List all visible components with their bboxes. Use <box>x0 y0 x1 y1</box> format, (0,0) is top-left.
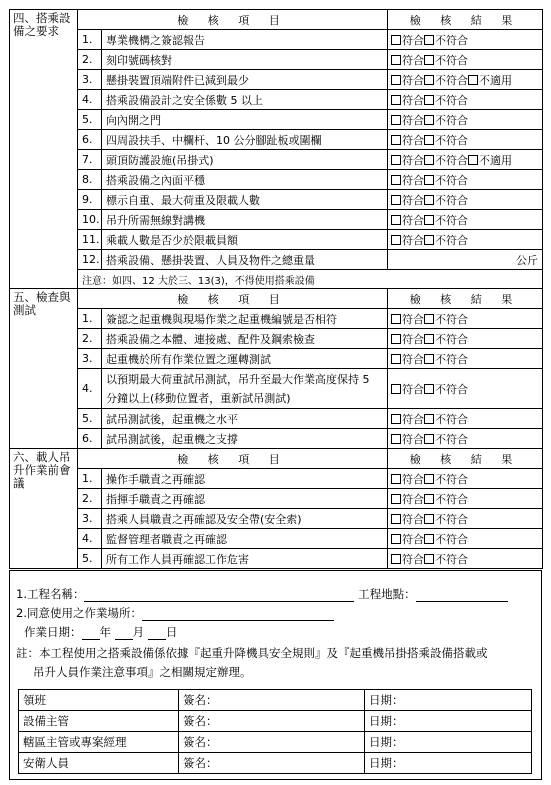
result-option-label: 不符合 <box>435 382 468 396</box>
checkbox-icon[interactable] <box>391 474 401 484</box>
result-option-label: 符合 <box>402 153 424 167</box>
item-text: 監督管理者職責之再確認 <box>102 529 388 549</box>
item-row <box>10 150 543 170</box>
result-cell <box>388 549 543 569</box>
result-option-label: 不符合 <box>435 492 468 506</box>
result-option[interactable] <box>424 214 468 227</box>
date-field[interactable]: 日期： <box>365 732 532 753</box>
result-cell <box>388 210 543 230</box>
item-row <box>10 369 543 409</box>
result-option-label: 不符合 <box>435 133 468 147</box>
result-option[interactable] <box>391 34 424 47</box>
result-column-header: 檢 核 結 果 <box>388 449 543 469</box>
result-option[interactable] <box>468 74 512 87</box>
result-option[interactable] <box>391 473 424 486</box>
note-line-1: 註：本工程使用之搭乘設備係依據『起重升降機具安全規則』及『起重機吊掛搭乘設備搭載或 <box>16 646 488 660</box>
checkbox-icon[interactable] <box>424 534 434 544</box>
checkbox-icon[interactable] <box>424 474 434 484</box>
result-option-label: 符合 <box>402 193 424 207</box>
result-option[interactable] <box>424 333 468 346</box>
day-label: 日 <box>165 625 178 639</box>
item-row <box>10 469 543 489</box>
result-cell <box>388 150 543 170</box>
result-option-label: 符合 <box>402 532 424 546</box>
checkbox-icon[interactable] <box>391 95 401 105</box>
result-option[interactable] <box>391 114 424 127</box>
signature-row <box>19 711 532 732</box>
checkbox-icon[interactable] <box>468 155 478 165</box>
result-option[interactable] <box>391 313 424 326</box>
project-location-label: 工程地點： <box>358 587 416 601</box>
item-row <box>10 309 543 329</box>
item-text: 標示自重、最大荷重及限載人數 <box>102 190 388 210</box>
section-header-row <box>10 10 543 30</box>
item-row <box>10 70 543 90</box>
item-number: 5. <box>78 409 102 429</box>
result-option[interactable] <box>391 553 424 566</box>
checkbox-icon[interactable] <box>391 414 401 424</box>
result-option[interactable] <box>424 413 468 426</box>
checkbox-icon[interactable] <box>424 314 434 324</box>
result-cell <box>388 130 543 150</box>
item-row <box>10 250 543 270</box>
section-note: 注意：如四、12 大於三、13(3)，不得使用搭乘設備 <box>78 270 543 289</box>
item-text: 起重機於所有作業位置之運轉測試 <box>102 349 388 369</box>
item-number: 4. <box>78 90 102 110</box>
result-option[interactable] <box>424 174 468 187</box>
result-option[interactable] <box>424 134 468 147</box>
section-title: 五、檢查與測試 <box>10 289 78 449</box>
result-option[interactable] <box>424 114 468 127</box>
checkbox-icon[interactable] <box>391 334 401 344</box>
checkbox-icon[interactable] <box>424 75 434 85</box>
result-option-label: 符合 <box>402 432 424 446</box>
checkbox-icon[interactable] <box>391 434 401 444</box>
item-column-header: 檢 核 項 目 <box>78 289 388 309</box>
result-option-label: 符合 <box>402 472 424 486</box>
result-cell <box>388 509 543 529</box>
result-cell <box>388 250 543 270</box>
checkbox-icon[interactable] <box>424 334 434 344</box>
section-header-row <box>10 449 543 469</box>
result-cell <box>388 529 543 549</box>
month-field[interactable] <box>115 627 133 640</box>
item-text: 搭乘人員職責之再確認及安全帶(安全索) <box>102 509 388 529</box>
signature-row <box>19 732 532 753</box>
item-text: 吊升所需無線對講機 <box>102 210 388 230</box>
result-option[interactable] <box>391 493 424 506</box>
result-option-label: 不符合 <box>435 412 468 426</box>
result-option[interactable] <box>424 473 468 486</box>
checkbox-icon[interactable] <box>424 215 434 225</box>
result-option[interactable] <box>424 533 468 546</box>
checkbox-icon[interactable] <box>391 55 401 65</box>
note-line-2: 吊升人員作業注意事項』之相關規定辦理。 <box>33 665 252 679</box>
project-name-label: 1.工程名稱： <box>16 587 85 601</box>
result-option-label: 符合 <box>402 492 424 506</box>
result-cell <box>388 349 543 369</box>
result-cell <box>388 30 543 50</box>
project-info-box <box>9 570 542 780</box>
item-column-header: 檢 核 項 目 <box>78 10 388 30</box>
item-row <box>10 230 543 250</box>
result-option[interactable] <box>391 383 424 396</box>
item-text: 專業機構之簽認報告 <box>102 30 388 50</box>
checkbox-icon[interactable] <box>424 175 434 185</box>
result-option-label: 符合 <box>402 113 424 127</box>
section-header-row <box>10 289 543 309</box>
checkbox-icon[interactable] <box>424 434 434 444</box>
checkbox-icon[interactable] <box>424 55 434 65</box>
result-option[interactable] <box>468 154 512 167</box>
item-number: 1. <box>78 309 102 329</box>
checkbox-icon[interactable] <box>424 554 434 564</box>
result-option-label: 符合 <box>402 133 424 147</box>
item-row <box>10 349 543 369</box>
work-date-line <box>24 624 177 640</box>
result-option-label: 符合 <box>402 352 424 366</box>
item-text: 搭乘設備之內面平穩 <box>102 170 388 190</box>
date-field[interactable]: 日期： <box>365 711 532 732</box>
result-option[interactable] <box>424 74 468 87</box>
result-option-label: 不符合 <box>435 173 468 187</box>
item-number: 2. <box>78 50 102 70</box>
project-location-field[interactable] <box>416 589 508 602</box>
item-number: 2. <box>78 489 102 509</box>
item-text: 懸掛裝置頂端附件已減到最少 <box>102 70 388 90</box>
result-option-label: 符合 <box>402 93 424 107</box>
item-row <box>10 110 543 130</box>
result-option-label: 不符合 <box>435 233 468 247</box>
item-row <box>10 489 543 509</box>
result-option-label: 符合 <box>402 173 424 187</box>
item-text: 刻印號碼核對 <box>102 50 388 70</box>
result-option[interactable] <box>391 333 424 346</box>
item-row <box>10 130 543 150</box>
checkbox-icon[interactable] <box>391 75 401 85</box>
checkbox-icon[interactable] <box>391 195 401 205</box>
item-number: 5. <box>78 549 102 569</box>
checkbox-icon[interactable] <box>424 384 434 394</box>
result-cell <box>388 230 543 250</box>
year-field[interactable] <box>82 627 100 640</box>
result-option-label: 符合 <box>402 312 424 326</box>
result-column-header: 檢 核 結 果 <box>388 289 543 309</box>
item-text: 乘載人數是否少於限載員額 <box>102 230 388 250</box>
result-option[interactable] <box>391 433 424 446</box>
signature-row <box>19 690 532 711</box>
result-option[interactable] <box>391 74 424 87</box>
agreed-site-label: 2.同意使用之作業場所： <box>16 606 142 620</box>
checkbox-icon[interactable] <box>424 155 434 165</box>
result-option[interactable] <box>391 154 424 167</box>
result-cell <box>388 369 543 409</box>
result-option[interactable] <box>391 234 424 247</box>
result-option-label: 符合 <box>402 332 424 346</box>
project-name-field[interactable] <box>84 589 354 602</box>
checkbox-icon[interactable] <box>424 35 434 45</box>
result-cell <box>388 309 543 329</box>
agreed-site-field[interactable] <box>142 608 334 621</box>
result-option[interactable] <box>424 94 468 107</box>
checkbox-icon[interactable] <box>424 414 434 424</box>
result-cell <box>388 329 543 349</box>
agreed-site-line <box>16 605 334 621</box>
work-date-label: 作業日期： <box>24 625 82 639</box>
result-option[interactable] <box>391 214 424 227</box>
checkbox-icon[interactable] <box>391 235 401 245</box>
year-label: 年 <box>99 625 111 639</box>
item-number: 6. <box>78 130 102 150</box>
item-row <box>10 549 543 569</box>
result-option-label: 不符合 <box>435 512 468 526</box>
result-option[interactable] <box>424 154 468 167</box>
result-option-label: 符合 <box>402 412 424 426</box>
item-number: 12. <box>78 250 102 270</box>
result-option[interactable] <box>424 433 468 446</box>
result-cell <box>388 409 543 429</box>
result-option-label: 不符合 <box>435 312 468 326</box>
checkbox-icon[interactable] <box>391 35 401 45</box>
item-row <box>10 190 543 210</box>
item-number: 6. <box>78 429 102 449</box>
result-option-label: 不符合 <box>435 472 468 486</box>
checkbox-icon[interactable] <box>391 314 401 324</box>
result-option-label: 符合 <box>402 382 424 396</box>
item-row <box>10 90 543 110</box>
item-row <box>10 329 543 349</box>
checkbox-icon[interactable] <box>424 235 434 245</box>
item-text: 簽認之起重機與現場作業之起重機編號是否相符 <box>102 309 388 329</box>
checkbox-icon[interactable] <box>391 554 401 564</box>
item-number: 3. <box>78 349 102 369</box>
signature-table <box>18 689 532 774</box>
result-option[interactable] <box>424 34 468 47</box>
result-option[interactable] <box>391 54 424 67</box>
result-cell <box>388 190 543 210</box>
result-option-label: 不符合 <box>435 33 468 47</box>
result-cell <box>388 70 543 90</box>
result-option[interactable] <box>424 194 468 207</box>
result-option[interactable] <box>424 493 468 506</box>
checkbox-icon[interactable] <box>424 95 434 105</box>
item-row <box>10 509 543 529</box>
checkbox-icon[interactable] <box>424 494 434 504</box>
result-option[interactable] <box>391 533 424 546</box>
signature-field[interactable]: 簽名： <box>179 753 365 774</box>
result-cell <box>388 489 543 509</box>
result-option-label: 符合 <box>402 512 424 526</box>
result-cell <box>388 110 543 130</box>
item-text: 搭乘設備、懸掛裝置、人員及物件之總重量 <box>102 250 388 270</box>
checkbox-icon[interactable] <box>391 175 401 185</box>
inspection-table <box>9 9 543 569</box>
result-option[interactable] <box>391 134 424 147</box>
signature-field[interactable]: 簽名： <box>179 732 365 753</box>
section-title: 六、載人吊升作業前會議 <box>10 449 78 569</box>
item-text: 試吊測試後，起重機之水平 <box>102 409 388 429</box>
result-option-label: 不符合 <box>435 532 468 546</box>
result-option-label: 不符合 <box>435 552 468 566</box>
result-option[interactable] <box>424 353 468 366</box>
result-cell <box>388 469 543 489</box>
result-option-label: 符合 <box>402 73 424 87</box>
item-number: 1. <box>78 469 102 489</box>
result-option-label: 符合 <box>402 233 424 247</box>
result-option-label: 不符合 <box>435 153 468 167</box>
date-field[interactable]: 日期： <box>365 753 532 774</box>
checkbox-icon[interactable] <box>391 354 401 364</box>
item-row <box>10 30 543 50</box>
checkbox-icon[interactable] <box>391 514 401 524</box>
result-option-label: 不適用 <box>479 73 512 87</box>
section-title: 四、搭乘設備之要求 <box>10 10 78 289</box>
item-number: 10. <box>78 210 102 230</box>
item-row <box>10 529 543 549</box>
item-text: 指揮手職責之再確認 <box>102 489 388 509</box>
result-option-label: 符合 <box>402 213 424 227</box>
signature-role: 設備主管 <box>19 711 179 732</box>
result-option-label: 符合 <box>402 33 424 47</box>
result-cell <box>388 50 543 70</box>
checkbox-icon[interactable] <box>468 75 478 85</box>
item-number: 4. <box>78 369 102 409</box>
item-number: 3. <box>78 70 102 90</box>
result-option-label: 不符合 <box>435 113 468 127</box>
signature-row <box>19 753 532 774</box>
signature-role: 轄區主管或專案經理 <box>19 732 179 753</box>
signature-role: 安衛人員 <box>19 753 179 774</box>
result-option-label: 不適用 <box>479 153 512 167</box>
result-cell <box>388 90 543 110</box>
weight-unit: 公斤 <box>516 253 538 267</box>
signature-role: 領班 <box>19 690 179 711</box>
item-text: 操作手職責之再確認 <box>102 469 388 489</box>
month-label: 月 <box>132 625 145 639</box>
day-field[interactable] <box>148 627 166 640</box>
item-number: 2. <box>78 329 102 349</box>
item-text: 向內開之門 <box>102 110 388 130</box>
checkbox-icon[interactable] <box>424 514 434 524</box>
result-option[interactable] <box>391 353 424 366</box>
item-number: 1. <box>78 30 102 50</box>
checkbox-icon[interactable] <box>424 354 434 364</box>
item-row <box>10 210 543 230</box>
item-number: 11. <box>78 230 102 250</box>
checkbox-icon[interactable] <box>391 155 401 165</box>
item-row <box>10 170 543 190</box>
checkbox-icon[interactable] <box>391 494 401 504</box>
checkbox-icon[interactable] <box>391 534 401 544</box>
item-text: 試吊測試後，起重機之支撐 <box>102 429 388 449</box>
item-row <box>10 50 543 70</box>
item-number: 3. <box>78 509 102 529</box>
result-option[interactable] <box>424 383 468 396</box>
date-field[interactable]: 日期： <box>365 690 532 711</box>
result-column-header: 檢 核 結 果 <box>388 10 543 30</box>
signature-field[interactable]: 簽名： <box>179 690 365 711</box>
project-name-line <box>16 586 508 602</box>
item-row <box>10 409 543 429</box>
item-number: 8. <box>78 170 102 190</box>
item-text: 搭乘設備之本體、連接處、配件及鋼索檢查 <box>102 329 388 349</box>
result-option[interactable] <box>424 234 468 247</box>
checkbox-icon[interactable] <box>424 135 434 145</box>
item-text: 搭乘設備設計之安全係數 5 以上 <box>102 90 388 110</box>
result-cell <box>388 429 543 449</box>
checkbox-icon[interactable] <box>391 115 401 125</box>
result-option-label: 不符合 <box>435 73 468 87</box>
result-option-label: 不符合 <box>435 53 468 67</box>
result-option[interactable] <box>424 513 468 526</box>
checkbox-icon[interactable] <box>391 135 401 145</box>
item-number: 5. <box>78 110 102 130</box>
checkbox-icon[interactable] <box>391 215 401 225</box>
result-option[interactable] <box>391 174 424 187</box>
item-number: 9. <box>78 190 102 210</box>
result-option-label: 不符合 <box>435 213 468 227</box>
result-option[interactable] <box>391 413 424 426</box>
result-option-label: 符合 <box>402 552 424 566</box>
result-option-label: 符合 <box>402 53 424 67</box>
item-text: 所有工作人員再確認工作危害 <box>102 549 388 569</box>
item-text: 四周設扶手、中欄杆、10 公分腳趾板或圍欄 <box>102 130 388 150</box>
item-text: 以預期最大荷重試吊測試，吊升至最大作業高度保持 5 分鐘以上(移動位置者，重新試吊測試) <box>102 369 388 409</box>
note-row <box>10 270 543 289</box>
checkbox-icon[interactable] <box>391 384 401 394</box>
result-option-label: 不符合 <box>435 352 468 366</box>
signature-field[interactable]: 簽名： <box>179 711 365 732</box>
item-row <box>10 429 543 449</box>
result-option-label: 不符合 <box>435 432 468 446</box>
result-option[interactable] <box>424 553 468 566</box>
result-option-label: 不符合 <box>435 93 468 107</box>
item-column-header: 檢 核 項 目 <box>78 449 388 469</box>
result-option[interactable] <box>391 94 424 107</box>
result-cell <box>388 170 543 190</box>
item-number: 4. <box>78 529 102 549</box>
checkbox-icon[interactable] <box>424 115 434 125</box>
result-option[interactable] <box>391 513 424 526</box>
result-option-label: 不符合 <box>435 193 468 207</box>
result-option-label: 不符合 <box>435 332 468 346</box>
item-text: 頭頂防護設施(吊掛式) <box>102 150 388 170</box>
checkbox-icon[interactable] <box>424 195 434 205</box>
item-number: 7. <box>78 150 102 170</box>
result-option[interactable] <box>391 194 424 207</box>
result-option[interactable] <box>424 313 468 326</box>
result-option[interactable] <box>424 54 468 67</box>
